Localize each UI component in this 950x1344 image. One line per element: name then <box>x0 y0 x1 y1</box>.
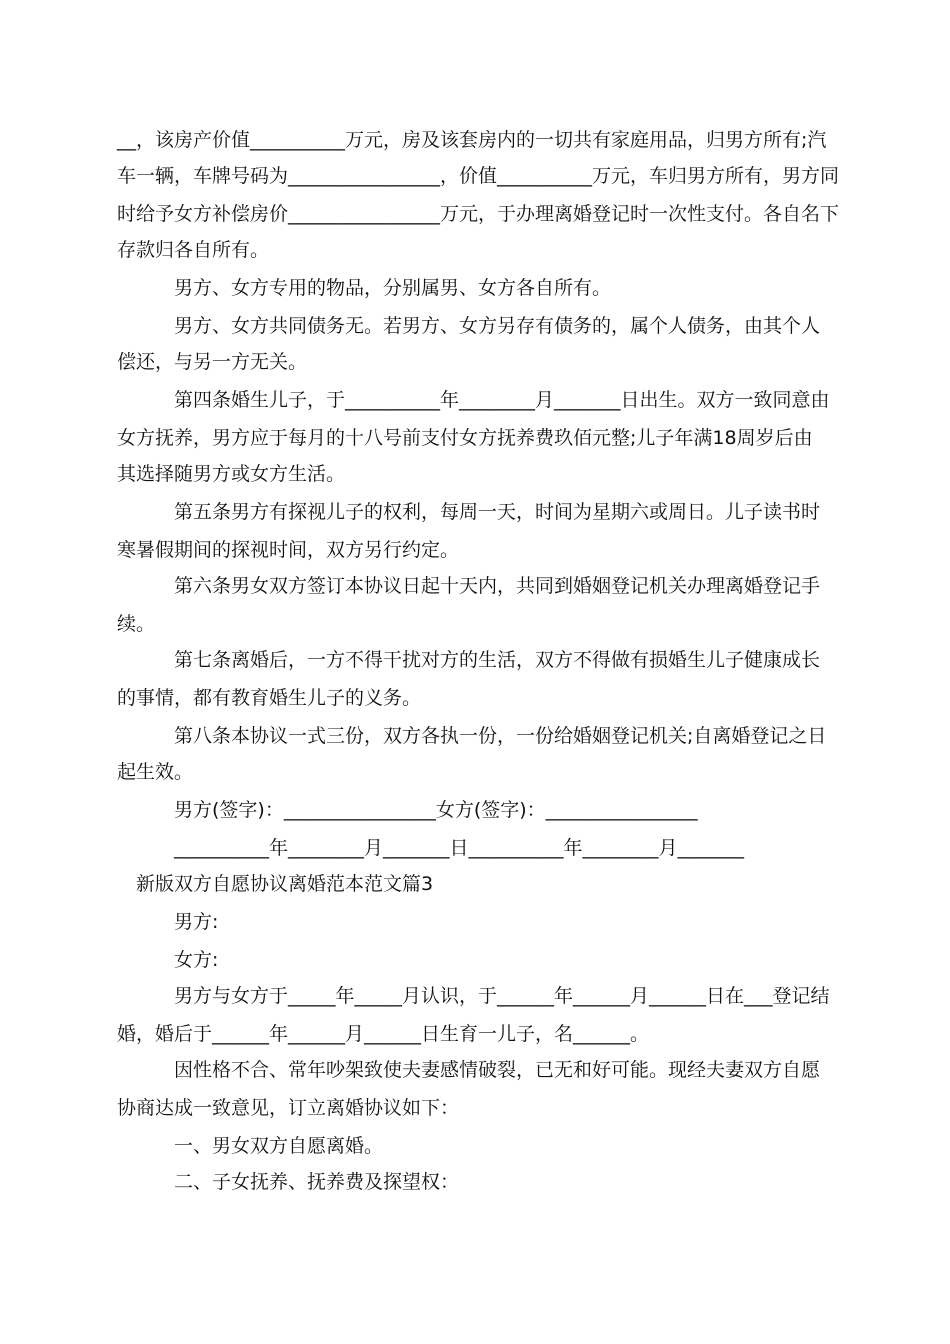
paragraph-line: 男方、女方共同债务无。若男方、女方另存有债务的，属个人债务，由其个人 <box>174 315 821 337</box>
paragraph-line: 男方、女方专用的物品，分别属男、女方各自所有。 <box>174 277 612 299</box>
paragraph-line: 男方与女方于_____年_____月认识，于______年______月______日在___登记结 <box>174 985 830 1007</box>
paragraph-line: 第五条男方有探视儿子的权利，每周一天，时间为星期六或周日。儿子读书时 <box>174 501 821 523</box>
paragraph-line: 婚，婚后于______年______月______日生育一儿子，名______。 <box>117 1023 650 1045</box>
paragraph-line: 协商达成一致意见，订立离婚协议如下： <box>117 1097 460 1119</box>
paragraph-line: 偿还，与另一方无关。 <box>117 351 308 373</box>
paragraph-line: 寒暑假期间的探视时间，双方另行约定。 <box>117 539 460 561</box>
paragraph-line: 存款归各自所有。 <box>117 239 270 261</box>
clause-line: 一、男女双方自愿离婚。 <box>174 1135 384 1157</box>
paragraph-line: 车一辆，车牌号码为________________，价值__________万元，车归男方所有，男方同 <box>117 165 840 187</box>
paragraph-line: 因性格不合、常年吵架致使夫妻感情破裂，已无和好可能。现经夫妻双方自愿 <box>174 1059 821 1081</box>
party-female: 女方: <box>174 949 219 971</box>
section-title: 新版双方自愿协议离婚范本范文篇3 <box>136 873 434 895</box>
paragraph-line: 起生效。 <box>117 761 194 783</box>
paragraph-line: 女方抚养，男方应于每月的十八号前支付女方抚养费玖佰元整;儿子年满18周岁后由 <box>117 427 813 449</box>
paragraph-line: 时给予女方补偿房价________________万元，于办理离婚登记时一次性支付。各自名下 <box>117 203 840 225</box>
paragraph-line: 第八条本协议一式三份，双方各执一份，一份给婚姻登记机关;自离婚登记之日 <box>174 725 827 747</box>
paragraph-line: __，该房产价值__________万元，房及该套房内的一切共有家庭用品，归男方所有;汽 <box>117 129 827 151</box>
paragraph-line: 第四条婚生儿子，于__________年________月_______日出生。双方一致同意由 <box>174 389 830 411</box>
paragraph-line: 续。 <box>117 613 156 635</box>
paragraph-line: 的事情，都有教育婚生儿子的义务。 <box>117 687 422 709</box>
clause-line: 二、子女抚养、抚养费及探望权： <box>174 1171 460 1193</box>
party-male: 男方: <box>174 911 219 933</box>
paragraph-line: 其选择随男方或女方生活。 <box>117 463 346 485</box>
signature-line: 男方(签字)：________________女方(签字)：________________ <box>174 799 698 821</box>
paragraph-line: 第六条男女双方签订本协议日起十天内，共同到婚姻登记机关办理离婚登记手 <box>174 575 821 597</box>
paragraph-line: 第七条离婚后，一方不得干扰对方的生活，双方不得做有损婚生儿子健康成长 <box>174 649 821 671</box>
date-line: __________年________月_______日__________年________月_______ <box>174 837 745 859</box>
